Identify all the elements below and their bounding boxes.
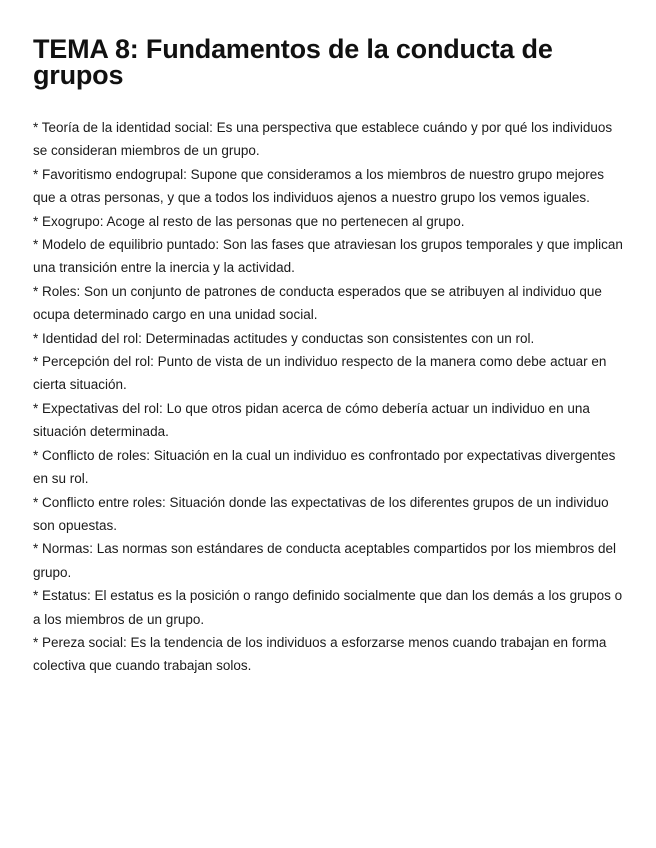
entry-list: [33, 116, 627, 678]
entry-expectativas-del-rol: * Expectativas del rol: Lo que otros pidan acerca de cómo debería actuar un individuo en una situación determinada.: [33, 400, 590, 440]
entry-teoria-identidad-social: * Teoría de la identidad social: Es una perspectiva que establece cuándo y por qué los individuos se consideran miembros de un grupo.: [33, 120, 613, 159]
entry-roles: * Roles: Son un conjunto de patrones de conducta esperados que se atribuyen al individuo que ocupa determinado cargo en una unidad social.: [33, 283, 602, 323]
entry-favoritismo-endogrupal: * Favoritismo endogrupal: Supone que consideramos a los miembros de nuestro grupo mejores que a otras personas, y que a todos los individuos ajenos a nuestro grupo los vemos iguales.: [33, 166, 605, 206]
document-title: TEMA 8: Fundamentos de la conducta de grupos: [33, 34, 553, 90]
entry-conflicto-entre-roles: * Conflicto entre roles: Situación donde las expectativas de los diferentes grupos de un individuo son opuestas.: [33, 494, 609, 533]
entry-conflicto-de-roles: * Conflicto de roles: Situación en la cual un individuo es confrontado por expectativas divergentes en su rol.: [33, 447, 616, 487]
entry-normas: * Normas: Las normas son estándares de conducta aceptables compartidos por los miembros del grupo.: [33, 541, 617, 580]
entry-estatus: * Estatus: El estatus es la posición o rango definido socialmente que dan los demás a los grupos o a los miembros de un grupo.: [33, 588, 623, 627]
entry-modelo-equilibrio-puntado: * Modelo de equilibrio puntado: Son las fases que atraviesan los grupos temporales y que implican una transición entre la inercia y la actividad.: [33, 237, 623, 276]
entry-exogrupo: * Exogrupo: Acoge al resto de las personas que no pertenecen al grupo.: [33, 213, 465, 229]
entry-pereza-social: * Pereza social: Es la tendencia de los individuos a esforzarse menos cuando trabajan en forma colectiva que cuando trabajan solos.: [33, 634, 607, 674]
entry-percepcion-del-rol: * Percepción del rol: Punto de vista de un individuo respecto de la manera como debe actuar en cierta situación.: [33, 354, 607, 393]
document-page: [33, 36, 627, 678]
entry-identidad-del-rol: * Identidad del rol: Determinadas actitudes y conductas son consistentes con un rol.: [33, 330, 535, 346]
